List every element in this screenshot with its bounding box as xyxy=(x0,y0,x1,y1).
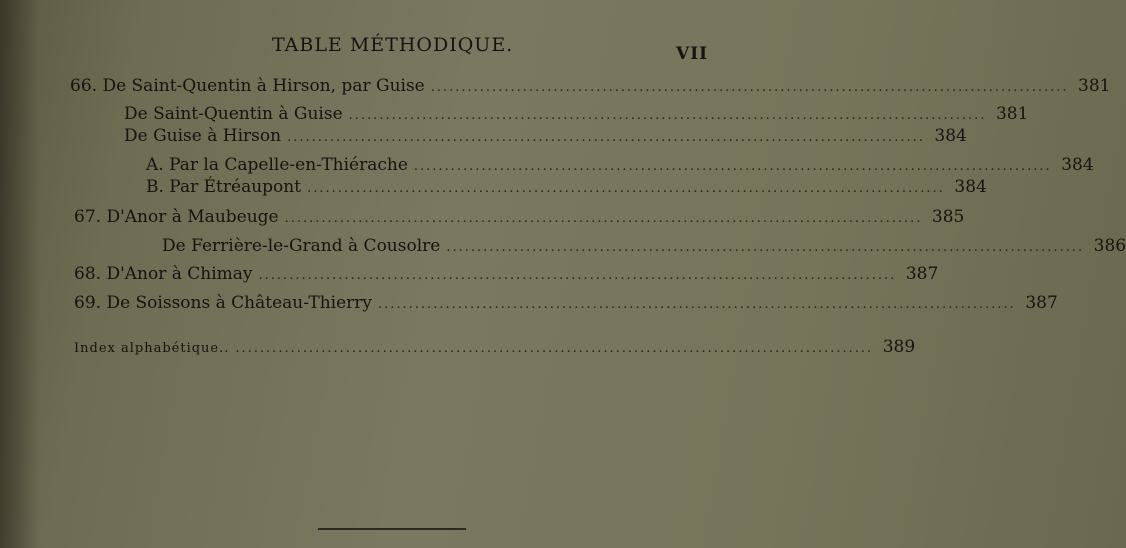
dot-leader: ........................................................................................................ xyxy=(378,297,1016,312)
toc-entry-page: 381 xyxy=(995,104,1029,124)
toc-entry-label: 66. De Saint-Quentin à Hirson, par Guise xyxy=(70,76,425,96)
toc-entry xyxy=(70,76,1111,96)
dot-leader: ........................................................................................................ xyxy=(287,130,925,145)
toc-entry-label: B. Par Étréaupont xyxy=(146,177,302,197)
toc-entry xyxy=(74,293,1058,313)
dot-leader: ........................................................................................................ xyxy=(235,341,874,356)
toc-entry-page: 384 xyxy=(954,177,987,197)
toc-entry-page: 381 xyxy=(1078,76,1111,96)
toc-entry xyxy=(124,126,967,146)
page-number: VII xyxy=(676,44,709,64)
toc-entry-index xyxy=(74,337,916,357)
toc-entry-page: 387 xyxy=(905,264,939,284)
toc-entry xyxy=(74,207,965,227)
toc-entry-label: A. Par la Capelle-en-Thiérache xyxy=(146,155,408,175)
toc-entry xyxy=(74,264,939,284)
dot-leader: ........................................................................................................ xyxy=(413,159,1052,174)
toc-entry-page: 389 xyxy=(882,337,916,357)
toc-entry-page: 386 xyxy=(1093,236,1126,256)
toc-entry-label: De Saint-Quentin à Guise xyxy=(124,104,343,124)
toc-entry-page: 384 xyxy=(1061,155,1094,175)
toc-entry-label: 69. De Soissons à Château-Thierry xyxy=(74,293,372,313)
toc-entry-label: De Guise à Hirson xyxy=(124,126,282,146)
toc-entry-label: De Ferrière-le-Grand à Cousolre xyxy=(162,236,441,256)
dot-leader: ........................................................................................................ xyxy=(258,268,897,283)
toc-entry-label: 68. D'Anor à Chimay xyxy=(74,264,253,284)
dot-leader: ........................................................................................................ xyxy=(348,108,987,123)
dot-leader: ........................................................................................................ xyxy=(284,211,923,226)
toc-entry-label: 67. D'Anor à Maubeuge xyxy=(74,207,279,227)
toc-entry xyxy=(146,155,1094,175)
dot-leader: ........................................................................................................ xyxy=(446,240,1085,255)
toc-entry xyxy=(146,177,987,197)
dot-leader: ........................................................................................................ xyxy=(307,181,945,196)
toc-entry-page: 387 xyxy=(1025,293,1058,313)
toc-entry-page: 384 xyxy=(934,126,967,146)
dot-leader: ........................................................................................................ xyxy=(430,80,1069,95)
footer-rule xyxy=(318,528,466,530)
toc-entry-page: 385 xyxy=(931,207,965,227)
page-title: TABLE MÉTHODIQUE. xyxy=(272,34,514,56)
toc-entry xyxy=(162,236,1126,256)
toc-entry-label: Index alphabétique.. xyxy=(74,341,230,356)
page-gutter-shadow xyxy=(0,0,40,548)
toc-entry xyxy=(124,104,1029,124)
